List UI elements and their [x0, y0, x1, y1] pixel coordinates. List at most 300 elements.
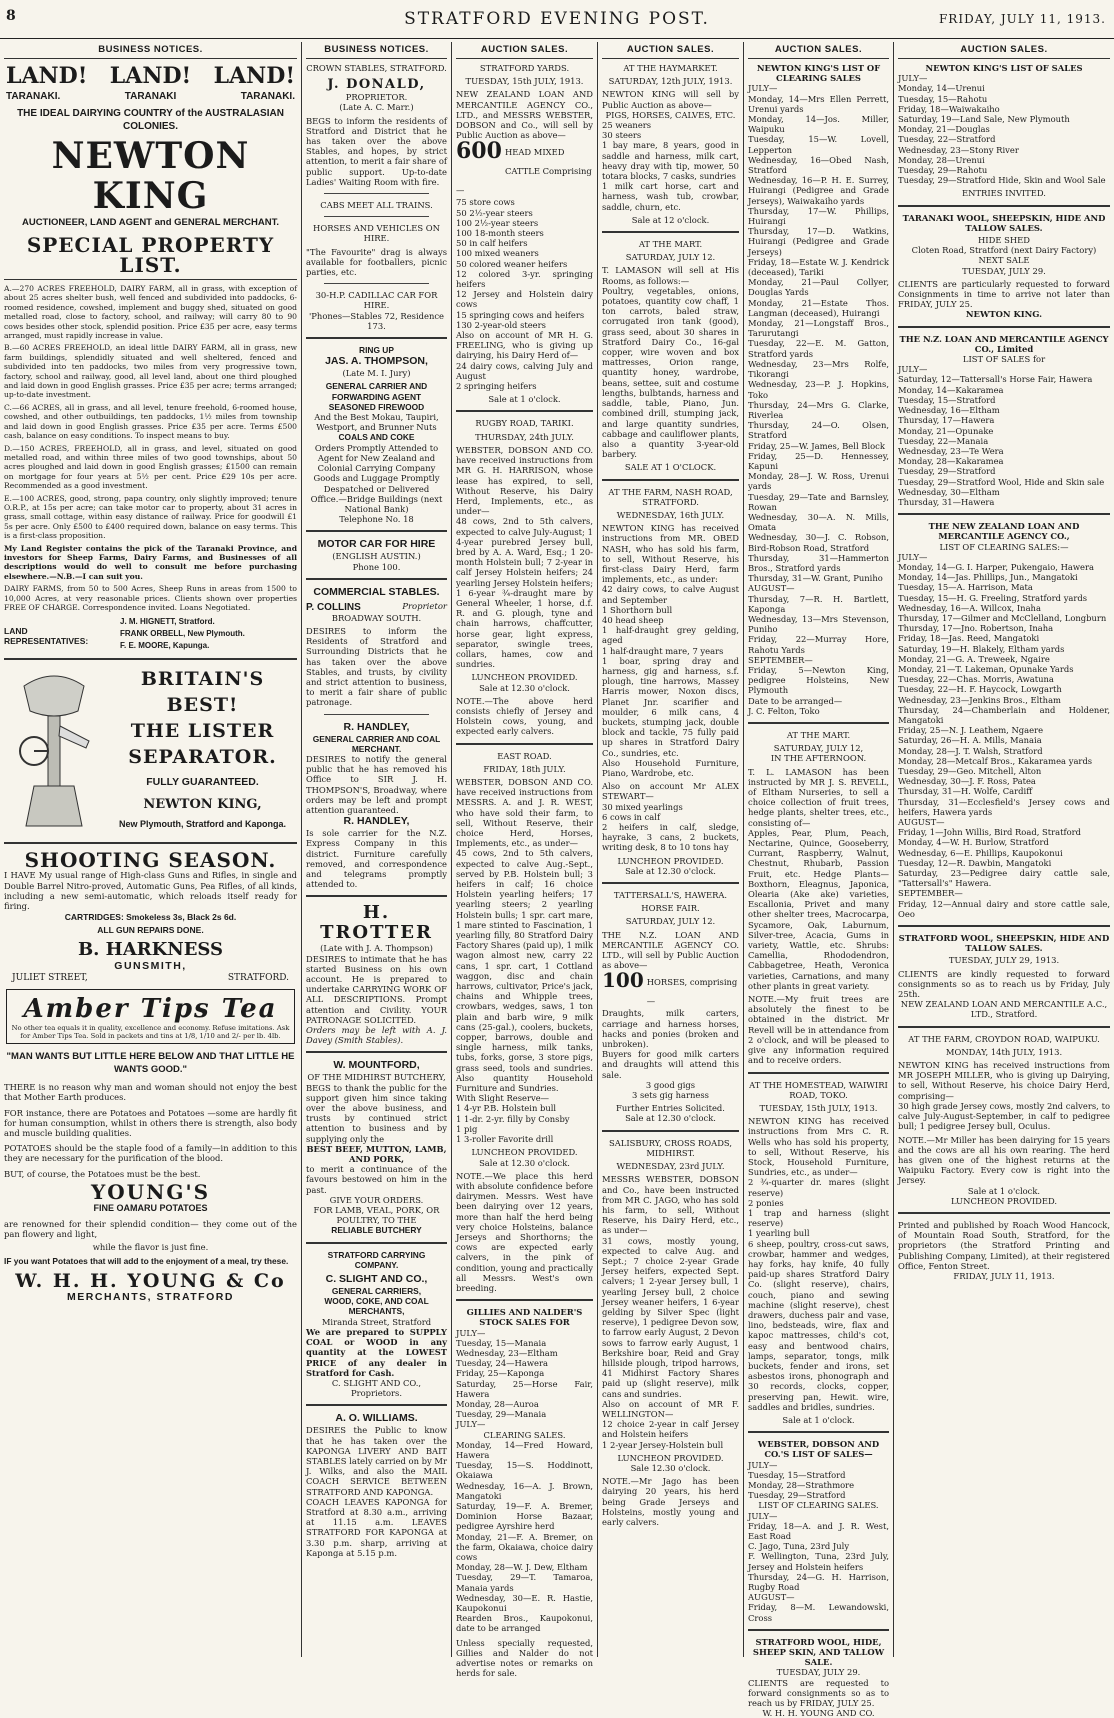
- youngs-heading: YOUNG'S: [90, 1179, 211, 1204]
- sale-item: Thursday, 31—Hawera: [898, 496, 995, 507]
- page-number: 8: [6, 8, 16, 24]
- thompson-name: JAS. A. THOMPSON,: [325, 355, 428, 368]
- guaranteed-line: FULLY GUARANTEED.: [146, 776, 259, 789]
- handley-name: R. HANDLEY,: [343, 720, 410, 733]
- imprint-text: Printed and published by Roach Wood Hancock, of Mountain Road South, Stratford, for the proprietors (the Stratford Printing and Publishing Company, Limited), at their registered Office, Fenton Street.: [898, 1219, 1110, 1271]
- miller-text: NEWTON KING has received instructions from MR JOSEPH MILLER, who is giving up Dairying, to sell, Without Reserve, his choice Dairy Herd, comprising—: [898, 1060, 1110, 1101]
- clearing-sale-item: Monday, 14—Fred Howard, Hawera: [456, 1439, 593, 1460]
- month-label: JULY—: [898, 364, 928, 375]
- stock-sale-item: Monday, 28—Auroa: [456, 1398, 539, 1409]
- ideal-dairying-heading: THE IDEAL DAIRYING COUNTRY of the AUSTRALASIAN COLONIES.: [17, 108, 284, 132]
- reserve-item: 1 4-yr P.B. Holstein bull: [456, 1103, 557, 1114]
- clearing-sale-item: Tuesday, 22—Chas. Morris, Awatuna: [898, 674, 1054, 685]
- cattle-item: 50 2½-year steers: [456, 207, 533, 218]
- clearing-sale-item: Saturday, 26—H. A. Mills, Manaia: [898, 735, 1042, 746]
- rugby-road-heading: RUGBY ROAD, TARIKI.: [475, 418, 574, 429]
- sale-item: Monday, 28—Urenui: [898, 154, 985, 165]
- potatoes-paragraph: FOR instance, there are Potatoes and Potatoes —some are hardly fit for human consumption, whilst in others there is strength, also body and muscle building qualities.: [4, 1107, 297, 1139]
- sale-item: Friday, 18—Waiwakaiho: [898, 103, 1000, 114]
- land-register-note: My Land Register contains the pick of the Taranaki Province, and investors for Sheep Farms, Dairy Farms, and Businesses of all descriptions would do well to consult me before purchasing elsewhere.—N.B.—I can suit you.: [4, 543, 297, 581]
- clearing-sale-item: Tuesday, 15—H. G. Freeling, Stratford yards: [898, 592, 1088, 603]
- young-merchants-line: MERCHANTS, STRATFORD: [67, 1290, 234, 1303]
- lot-item: 30 mixed yearlings: [602, 801, 683, 812]
- britains-heading: BRITAIN'S: [140, 668, 265, 691]
- mountford-name: W. MOUNTFORD,: [333, 1059, 420, 1072]
- representative: F. E. MOORE, Kapunga.: [120, 641, 210, 651]
- sale-item: Wednesday, 23—Te Wera: [898, 445, 1004, 456]
- reliable-butchery-line: RELIABLE BUTCHERY: [331, 1225, 422, 1236]
- firewood-line: SEASONED FIREWOOD: [328, 401, 425, 412]
- clearing-sale-item: Monday, 28—J. T. Walsh, Stratford: [898, 745, 1043, 756]
- cattle-item: 100 2½-year steers: [456, 217, 539, 228]
- potatoes-paragraph: while the flavor is just fine.: [92, 1242, 209, 1253]
- herd-note: NOTE.—We place this herd with absolute confidence before dairymen. Messrs. West have been dairying over 12 years, more than half the herd being very choice Holsteins, balance Jerseys and Shorthorns; the cows are expected early calvers, in the pink of condition, young and practically all Messrs. West's own breeding.: [456, 1170, 593, 1293]
- sale-item: Tuesday, 29—Stratford Wool, Hide and Skin sale: [898, 476, 1105, 487]
- oamaru-potatoes-heading: FINE OAMARU POTATOES: [93, 1202, 208, 1213]
- lot-item: 12 choice 2-year in calf Jersey and Holstein heifers: [602, 1419, 739, 1440]
- newspaper-title: STRATFORD EVENING POST.: [404, 9, 710, 29]
- lot-item: 42 dairy cows, to calve August and September: [602, 584, 739, 605]
- proprietor-label: Proprietor: [402, 601, 447, 612]
- cattle-item: 12 colored 3-yr. springing heifers: [456, 268, 593, 290]
- clearing-sale-item: Tuesday, 29—Geo. Mitchell, Alton: [898, 766, 1042, 776]
- newton-king-name: NEWTON KING,: [143, 797, 262, 813]
- sale-time: Sale at 12.30 o'clock.: [479, 1157, 570, 1168]
- sale-item: Tuesday, 29—Stratford: [748, 1490, 846, 1501]
- lot-item: 1 trap and harness (slight reserve): [748, 1207, 889, 1229]
- clearing-sale-item: Thursday, 17—W. Phillips, Huirangi: [748, 205, 889, 227]
- lot-item: 25 weaners: [602, 120, 652, 131]
- entries-invited-line: ENTRIES INVITED.: [962, 188, 1046, 199]
- best-heading: BEST!: [166, 694, 239, 717]
- broadway-line: BROADWAY SOUTH.: [331, 612, 422, 623]
- nz-loan-signoff: NEW ZEALAND LOAN AND MERCANTILE A.C., LTD., Stratford.: [900, 999, 1108, 1020]
- fruit-trees-note: NOTE.—My fruit trees are absolutely the finest to be obtained in the district. Mr Revell will be in attendance from 2 o'clock, and will be pleased to give any information required and to receive orders.: [748, 994, 889, 1066]
- stock-sale-item: Wednesday, 23—Eltham: [456, 1347, 558, 1358]
- lot-item: 1 yearling bull: [748, 1228, 810, 1239]
- sale-date: SATURDAY, 12th JULY, 1913.: [608, 76, 733, 87]
- lamason-revell-text: T. L. LAMASON has been instructed by MR J. S. REVELL, of Eltham Nurseries, to sell a choice collection of fruit trees, hedge plants, shelter trees, etc., consisting of—: [748, 766, 889, 828]
- draughts-text: Draughts, milk carters, carriage and harness horses, hacks and ponies (broken and unbroken).: [602, 1008, 739, 1050]
- reserve-item: 1 3-roller Favorite drill: [456, 1134, 554, 1145]
- collins-line: [306, 602, 447, 613]
- lister-heading: THE LISTER: [130, 720, 275, 743]
- clients-note: CLIENTS are kindly requested to forward consignments so as to reach us by Friday, July 25th.: [898, 968, 1110, 1000]
- cattle-count: 600: [456, 138, 502, 165]
- telephone-line: Telephone No. 18: [339, 514, 414, 525]
- gillies-note: Unless specially requested, Gillies and Nalder do not advertise notes or remarks on herds for sale.: [456, 1637, 593, 1679]
- newton-king-heading: NEWTON KING: [51, 135, 250, 217]
- cattle-item: 75 store cows: [456, 197, 515, 208]
- clearing-sale-item: Saturday, 19—F. A. Bremer, Dominion Horse Bazaar, pedigree Ayrshire herd: [456, 1501, 593, 1532]
- sale-time: Sale at 12.30 o'clock.: [479, 682, 570, 693]
- lot-item: 1 Shorthorn bull: [602, 604, 673, 615]
- midhirst-butchery-line: OF THE MIDHIRST BUTCHERY,: [307, 1072, 446, 1083]
- lot-item: 1 milk cart horse, cart and harness, wash tub, crowbar, saddle, churn, etc.: [602, 181, 739, 212]
- sale-item: Thursday, 17—Hawera: [898, 415, 995, 426]
- clearing-sale-item: Rearden Bros., Kaupokonui, date to be arranged: [456, 1613, 593, 1634]
- clearing-sale-item: Friday, 22—Murray Hore, Rahotu Yards: [748, 634, 889, 655]
- clearing-sale-item: Monday, 21—Longstaff Bros., Tarurutangi: [748, 318, 889, 339]
- clearing-sale-item: Monday, 21—F. A. Bremer, on the farm, Okaiawa, choice dairy cows: [456, 1531, 593, 1563]
- masthead: [0, 0, 1114, 39]
- trotter-orders: Orders may be left with A. J. Davey (Smith Stables).: [306, 1025, 447, 1046]
- trotter-text: DESIRES to intimate that he has started Business on his own account. He is prepared to undertake CARRYING WORK OF ALL DESCRIPTIONS. Prompt attention and Civility. YOUR PATRONAGE SOLICITED.: [306, 953, 447, 1025]
- best-beef-line: BEST BEEF, MUTTON, LAMB, AND PORK,: [306, 1143, 447, 1165]
- lot-item: 1 half-draught mare, 7 years: [602, 645, 724, 656]
- taranaki-word: TARANAKI.: [6, 91, 61, 102]
- auctioneer-line: AUCTIONEER, LAND AGENT and GENERAL MERCHANT.: [21, 217, 280, 228]
- cattle-item: 12 Jersey and Holstein dairy cows: [456, 289, 593, 310]
- clearing-sale-item: Monday, 21—Estate Thos. Langman (deceased), Huirangi: [748, 297, 889, 318]
- young-company-name: W. H. H. YOUNG & Co: [15, 1269, 286, 1292]
- sale-item: Monday, 21—Opunake: [898, 425, 994, 436]
- stratford-wool-heading: STRATFORD WOOL, HIDE, SHEEP SKIN, AND TALLOW SALE.: [752, 1636, 885, 1668]
- carrying-company-heading: STRATFORD CARRYING COMPANY.: [327, 1249, 426, 1270]
- clearing-sales-heading: CLEARING SALES.: [483, 1429, 566, 1440]
- williams-name: A. O. WILLIAMS.: [335, 1412, 418, 1425]
- column-heading: AUCTION SALES.: [602, 42, 739, 59]
- springing-heifers-item: 2 springing heifers: [456, 381, 537, 392]
- gillies-nalder-heading: GILLIES AND NALDER'S STOCK SALES FOR: [466, 1307, 583, 1328]
- clearing-sale-item: Thursday, 17—D. Watkins, Huirangi (Pedigree and Grade Jerseys): [748, 226, 889, 257]
- clearing-sale-item: Friday, 5—Newton King, pedigree Holsteins, New Plymouth: [748, 664, 889, 696]
- clearing-sale-item: Thursday, 17—Jno. Robertson, Inaha: [898, 623, 1054, 634]
- cattle-item: 15 springing cows and heifers: [456, 309, 585, 320]
- tattersalls-heading: TATTERSALL'S, HAWERA.: [613, 890, 728, 901]
- luncheon-line: LUNCHEON PROVIDED.: [471, 672, 578, 683]
- column-business-notices-1: [0, 42, 302, 1657]
- sale-item: Tuesday, 15—Rahotu: [898, 93, 988, 104]
- lot-item: 1 2-year Jersey-Holstein bull: [602, 1439, 724, 1450]
- land-banner: [4, 63, 297, 89]
- horse-fair-heading: HORSE FAIR.: [641, 903, 700, 914]
- luncheon-line: LUNCHEON PROVIDED.: [950, 1195, 1058, 1206]
- lot-item: 30 steers: [602, 130, 642, 141]
- stock-sale-item: Friday, 25—Kaponga: [456, 1368, 545, 1379]
- sale-item: Monday, 14—Urenui: [898, 83, 985, 94]
- next-sale-line: NEXT SALE: [978, 255, 1030, 266]
- cattle-item: 50 colored weaner heifers: [456, 258, 568, 269]
- property-listing: D.—150 ACRES, FREEHOLD, all in grass, and level, situated on good metalled road, and within three miles of two good townships, about 50 acres ploughed and laid down in good English grasses; £1500 can remain on mortgage for four years at 5½ per cent. Price £29 10s per acre. Recommended as a good investment.: [4, 443, 297, 491]
- nash-road-heading: AT THE FARM, NASH ROAD, STRATFORD.: [608, 486, 733, 507]
- taranaki-word: TARANAKI: [124, 91, 177, 102]
- representative: J. M. HIGNETT, Stratford.: [120, 617, 215, 627]
- column-heading: AUCTION SALES.: [898, 42, 1110, 59]
- taranaki-word: TARANAKI.: [240, 91, 295, 102]
- clearing-sale-item: Friday, 12—Annual dairy and store cattle sale, Oeo: [898, 898, 1110, 919]
- buyers-text: Buyers for good milk carters and draughts will attend this sale.: [602, 1049, 739, 1080]
- clearing-sale-item: Tuesday, 15—W. Lovell, Lepperton: [748, 134, 889, 155]
- date-arranged-label: Date to be arranged—: [748, 695, 843, 706]
- stratford-wool-heading: STRATFORD WOOL, SHEEPSKIN, HIDE AND TALLOW SALES.: [898, 933, 1110, 954]
- imprint-date: FRIDAY, JULY 11, 1913.: [953, 1270, 1055, 1281]
- clearing-sale-item: Tuesday, 15—S. Hoddinott, Okaiawa: [456, 1460, 593, 1481]
- slight-signoff: C. SLIGHT AND CO., Proprietors.: [331, 1377, 422, 1399]
- column-heading: BUSINESS NOTICES.: [4, 42, 297, 59]
- reserve-item: 1 pig: [456, 1123, 478, 1134]
- clearing-sale-item: F. Wellington, Tuna, 23rd July, Jersey and Holstein heifers: [748, 1551, 889, 1572]
- miranda-street-line: Miranda Street, Stratford: [321, 1316, 432, 1327]
- give-orders-line: GIVE YOUR ORDERS.: [329, 1194, 424, 1205]
- sale-time: Sale 12.30 o'clock.: [630, 1462, 711, 1473]
- clearing-sale-item: Friday, 25—D. Hennessey, Kapuni: [748, 450, 889, 471]
- clearing-sale-item: Tuesday, 12—R. Dawbin, Mangatoki: [898, 857, 1052, 868]
- clearing-sale-item: Monday, 14—Jas. Phillips, Jun., Mangatoki: [898, 572, 1078, 583]
- cattle-item: 100 18-month steers: [456, 228, 544, 239]
- gun-repairs-line: ALL GUN REPAIRS DONE.: [97, 925, 204, 936]
- clearing-sale-item: Saturday, 23—Pedigree dairy cattle sale, "Tattersall's" Hawera.: [898, 868, 1110, 889]
- newton-king-text: NEWTON KING will sell by Public Auction as above—: [602, 89, 739, 110]
- clients-note: CLIENTS are particularly requested to forward Consignments in time to arrive not later than FRIDAY, JULY 25.: [898, 278, 1110, 310]
- dairy-cows-item: 24 dairy cows, calving July and August: [456, 360, 593, 381]
- webster-harrison-text: WEBSTER, DOBSON AND CO. have received instructions from MR G. H. HARRISON, whose lease has expired, to sell, Without Reserve, his Dairy Herd, Implements, etc., as under—: [456, 444, 593, 517]
- lot-item: 3 sets gig harness: [632, 1090, 709, 1101]
- sale-time: Sale at 12.30 o'clock.: [625, 865, 716, 876]
- clearing-sale-item: Wednesday, 16—Obed Nash, Stratford: [748, 154, 889, 176]
- sale-time: Sale at 1 o'clock.: [967, 1185, 1041, 1196]
- lamason-text: T. LAMASON will sell at His Rooms, as follows:—: [602, 265, 739, 286]
- sale-date: TUESDAY, JULY 29, 1913.: [948, 955, 1060, 966]
- collins-name: P. COLLINS: [306, 601, 361, 613]
- lot-item: 2 ¾-quarter dr. mares (slight reserve): [748, 1177, 889, 1198]
- land-word: LAND!: [109, 63, 192, 89]
- late-note: (Late with J. A. Thompson): [320, 943, 433, 954]
- land-word: LAND!: [6, 63, 88, 89]
- amber-tips-tea-logo: Amber Tips Tea: [23, 994, 278, 1025]
- wood-coke-coal-line: WOOD, COKE, AND COAL MERCHANTS,: [324, 1296, 429, 1317]
- stock-sale-item: Tuesday, 24—Hawera: [456, 1358, 548, 1369]
- mart-heading: AT THE MART.: [786, 730, 851, 740]
- nz-loan-heading: THE N.Z. LOAN AND MERCANTILE AGENCY CO., Limited: [899, 333, 1109, 354]
- clearing-sale-item: Monday, 28—J. W. Ross, Urenui yards: [748, 471, 889, 492]
- land-word: LAND!: [213, 63, 295, 89]
- lister-separator-ad: [4, 666, 297, 836]
- potatoes-paragraph: THERE is no reason why man and woman should not enjoy the best that Mother Earth produces.: [4, 1082, 297, 1103]
- coal-line: And the Best Mokau, Taupiri, Westport, and Brunner Nuts: [314, 412, 439, 433]
- luncheon-line: LUNCHEON PROVIDED.: [617, 855, 724, 866]
- agent-line: Agent for New Zealand and Colonial Carrying Company: [317, 452, 436, 474]
- potatoes-paragraph: are renowned for their splendid condition— they come out of the pan flowery and light,: [4, 1218, 297, 1240]
- sale-date: WEDNESDAY, 16th JULY.: [616, 509, 725, 520]
- mart-heading: AT THE MART.: [638, 239, 703, 250]
- cattle-item: 100 mixed weaners: [456, 248, 539, 259]
- cartridges-line: CARTRIDGES: Smokeless 3s, Black 2s 6d.: [64, 912, 237, 923]
- clearing-sale-item: Wednesday, 23—Mrs Rolfe, Tikorangi: [748, 358, 889, 380]
- clearing-sale-item: Wednesday, 16—A. Willcox, Inaha: [898, 602, 1041, 613]
- fruit-trees-list: Apples, Pear, Plum, Peach, Nectarine, Quince, Gooseberry, Currant, Raspberry, Walnut, Chestnut, Rhubarb, Passion Fruit, etc. Hedge Plants—Boxthorn, Eleagnus, Japonica, Olearia (Ake ake) varieties, Escallonia, Privet and many other shelter trees, Macrocarpa, Sycamore, Oak, Laburnum, Silver-tree, Acacia, Gums in variety, Wattle, etc. Shrubs: Camellia, Rhododendron, Cabbagetree, Heath, Veronica varieties, Carnations, and many other plants in great variety.: [748, 827, 889, 991]
- office-line: Office.—Bridge Buildings (next National Bank): [310, 493, 443, 514]
- clearing-sale-item: Thursday, 24—O. Olsen, Stratford: [748, 420, 889, 441]
- sale-item: Wednesday, 16—Eltham: [898, 405, 1000, 416]
- column-auction-sales-4: [894, 42, 1114, 1657]
- lot-item: 6 sheep, poultry, cross-cut saws, crowbar, hammer and wedges, hay forks, hay knife, 40 fully paid-up shares Stratford Dairy Co. (slight reserve), chairs, couch, piano and sewing machine (slight reserve), chest drawers, duchess pair and vase, lino, bedsteads, wire, flax and kapoc mattresses, child's cot, easy and bentwood chairs, lamps, separator, tongs, milk buckets, fender and irons, set asbestos irons, phonograph and 30 records, clocks, copper, preserving pan, Hewit. wire, saddles and bridles, sundries.: [748, 1238, 889, 1412]
- mountford-text: BEGS to thank the public for the support given him since taking over the above business, and trusts by continued strict attention to business and by supplying only the: [306, 1082, 447, 1144]
- mart-items-list: Poultry, vegetables, onions, potatoes, quantity cow chaff, 1 ton carrots, baled straw, corrugated iron tank (good), grass seed, about 30 shares in Stratford Dairy Co., 16-gal copper, wire woven and box mattresses, Orion range, quantity honey, wardrobe, beans, settee, suit and costume lengths, bulbtands, harness and saddle, table, Piano, Jun. combined drill, stumping jack, and large quantity sundries, cabbage and cauliflower plants, also a quantity 3-year-old barbery.: [602, 285, 739, 460]
- clearing-sale-item: Monday, 21—Paul Collyer, Douglas Yards: [748, 277, 889, 298]
- luncheon-line: LUNCHEON PROVIDED.: [471, 1147, 578, 1158]
- nz-loan-text: THE N.Z. LOAN AND MERCANTILE AGENCY CO. LTD., will sell by Public Auction as above—: [602, 929, 739, 971]
- homestead-heading: AT THE HOMESTEAD, WAIWIRI ROAD, TOKO.: [749, 1079, 888, 1100]
- clearing-sale-item: Thursday, 31—Hammerton Bros., Stratford yards: [748, 552, 889, 573]
- clearing-sale-item: Monday, 14—G. I. Harper, Pukengaio, Hawera: [898, 561, 1094, 572]
- taranaki-wool-heading: TARANAKI WOOL, SHEEPSKIN, HIDE AND TALLOW SALES.: [902, 212, 1106, 233]
- lot-item: 3 good gigs: [645, 1079, 696, 1090]
- clearing-sale-item: Tuesday, 29—T. Tamaroa, Manaia yards: [456, 1572, 593, 1593]
- clearing-sale-item: Thursday, 31—Ecclesfield's Jersey cows and heifers, Hawera yards: [898, 796, 1110, 817]
- sale-time: Sale at 1 o'clock.: [782, 1415, 855, 1425]
- handley-text: DESIRES to notify the general public that he has removed his Office to SIR J. H. THOMPSON'S, Broadway, where orders may be left and prompt attention guaranteed.: [306, 753, 447, 815]
- month-label: SEPTEMBER—: [898, 888, 963, 899]
- sale-item: Tuesday, 29—Rahotu: [898, 165, 988, 176]
- representatives-label: LAND REPRESENTATIVES:: [4, 626, 89, 647]
- sale-date: SATURDAY, JULY 12.: [625, 916, 716, 927]
- month-label: JULY—: [456, 1327, 486, 1338]
- clearing-sale-item: Monday, 28—Metcalf Bros., Kakaramea yards: [898, 755, 1093, 766]
- lot-item: 1 half-draught grey gelding, aged: [602, 625, 739, 646]
- cattle-item: 130 2-year-old steers: [456, 319, 546, 330]
- clearing-sale-item: Wednesday, 23—P. J. Hopkins, Toko: [748, 379, 889, 400]
- newton-king-clearing-heading: NEWTON KING'S LIST OF CLEARING SALES: [756, 63, 881, 84]
- clearing-sale-item: Thursday, 7—R. H. Bartlett, Kaponga: [748, 593, 889, 614]
- wellington-account-line: Also on account of MR F. WELLINGTON—: [602, 1398, 739, 1419]
- sale-item: Tuesday, 22—Stratford: [898, 134, 996, 145]
- taranaki-banner: [4, 89, 297, 104]
- month-label: AUGUST—: [898, 817, 945, 828]
- lot-item: 1 bay mare, 8 years, good in saddle and harness, milk cart, heavy dray with tip, mower, 50 totara blocks, 7 casks, sundries: [602, 140, 739, 182]
- address-street: JULIET STREET,: [12, 973, 88, 984]
- east-road-heading: EAST ROAD.: [497, 750, 552, 761]
- slight-reserve-line: With Slight Reserve—: [456, 1093, 550, 1104]
- issue-date: FRIDAY, JULY 11, 1913.: [938, 12, 1106, 26]
- sale-item: Wednesday, 30—Eltham: [898, 486, 1000, 497]
- miller-note: NOTE.—Mr Miller has been dairying for 15 years and the cows are all his own rearing. The herd has given one of the highest returns at the Waipuku Factory. Every cow is right into the Jersey.: [898, 1134, 1110, 1186]
- phones-line: 'Phones—Stables 72, Residence 173.: [308, 310, 445, 331]
- lot-item: 2 ponies: [748, 1197, 784, 1208]
- slight-name: C. SLIGHT AND CO.,: [325, 1273, 428, 1286]
- newton-king-sales-heading: NEWTON KING'S LIST OF SALES: [925, 63, 1083, 73]
- column-auction-sales-1: [452, 42, 598, 1679]
- property-listing: A.—270 ACRES FREEHOLD, DAIRY FARM, all in grass, with exception of about 25 acres shelter bush, well fenced and subdivided into paddocks, 6-roomed residence, cowshed, implement and buggy shed, situated on good metalled road, close to factory, school, and railway; will carry 80 to 90 cows besides other stock, splendid position. Price £35 per acre, easy terms arranged, must rapidly increase in value.: [4, 284, 297, 341]
- clearing-sale-item: Thursday, 31—W. Grant, Puniho: [748, 573, 883, 584]
- lot-item: Also Household Furniture, Piano, Wardrobe, etc.: [602, 757, 739, 778]
- potatoes-paragraph: BUT, of course, the Potatoes must be the best.: [4, 1168, 201, 1179]
- property-listing: C.—66 ACRES, all in grass, and all level, tenure freehold, 6-roomed house, cowshed, and other outbuildings, ten paddocks, 1½ miles from township and laid down in good English grasses. Price £35 per acre. Terms £500 cash, balance on easy conditions. To inspect means to buy.: [4, 402, 297, 441]
- sale-item: Monday, 28—Kakaramea: [898, 456, 1004, 467]
- sale-item: Tuesday, 29—Stratford: [898, 466, 996, 477]
- clearing-sale-item: Tuesday, 29—Tate and Barnsley, Rowan: [748, 491, 889, 512]
- sale-date: WEDNESDAY, 23rd JULY.: [616, 1161, 725, 1172]
- afternoon-line: IN THE AFTERNOON.: [770, 753, 867, 764]
- month-label: JULY—: [748, 83, 778, 94]
- late-note: (Late A. C. Marr.): [339, 102, 414, 113]
- hide-shed-line: HIDE SHED: [978, 235, 1030, 246]
- west-herd-list: 45 cows, 2nd to 5th calvers, expected to calve Aug.-Sept., served by P.B. Holstein bull; 3 heifers in calf; 16 choice Holstein yearling heifers; 17 yearling steers; 2 yearling Holstein bulls; 1 spr. cart mare, 1 mare stinted to Fascination, 1 yearling filly, 80 Stratford Dairy Factory Shares (paid up), 1 milk wagon almost new, carry 22 cans, 1 spr. cart, 1 Cottland waggon, disc and chain harrows, cultivator, Price's jack, chains and Whipple trees, crowbars, wedges, saws, 1 ton plain and barb wire, 9 milk cans (25-gal.), coolers, buckets, copper, barrows, double and single harness, milk tanks, tubs, forks, gorse, 3 store pigs, grass seed, tools and sundries. Also quantity Household Furniture and Sundries.: [456, 848, 593, 1094]
- crown-stables-text: BEGS to inform the residents of Stratford and District that he has taken over the above Stables, and hopes, by strict attention, to merit a fair share of public support. Up-to-date Ladies' Waiting Room with fire.: [306, 115, 447, 187]
- wells-text: NEWTON KING has received instructions from Mrs C. R. Wells who has sold his property, to sell, Without Reserve, his Stock, Household Furniture, Sundries, etc., as under—: [748, 1116, 889, 1178]
- gunsmith-line: GUNSMITH,: [114, 960, 187, 973]
- address-town: STRATFORD.: [227, 973, 289, 984]
- webster-west-text: WEBSTER, DOBSON AND CO. have received instructions from MESSRS. A. and J. R. WEST, who have sold their farm, to sell, Without Reserve, their choice Herd, Horses, Implements, etc., as under—: [456, 776, 593, 849]
- amber-tips-tea-ad: [6, 989, 295, 1044]
- sale-time: Sale at 12.30 o'clock.: [625, 1113, 716, 1124]
- shooting-season-text: I HAVE My usual range of High-class Guns and Rifles, in single and Double Barrel Nitro-proved, Automatic Guns, Pea Rifles, of all kinds, including a new semi-automatic, which reloads itself ready for firing.: [4, 870, 297, 912]
- potatoes-paragraph: IF you want Potatoes that will add to the enjoyment of a meal, try these.: [4, 1256, 289, 1267]
- clearing-sale-item: Thursday, 17—Gilmer and McClelland, Longburn: [898, 612, 1107, 623]
- clearing-sale-item: C. Jago, Tuna, 23rd July: [748, 1541, 850, 1552]
- cadillac-line: 30-H.P. CADILLAC CAR FOR HIRE.: [315, 290, 438, 311]
- sale-item: Saturday, 12—Tattersall's Horse Fair, Hawera: [898, 374, 1093, 385]
- sale-date: MONDAY, 14th JULY, 1913.: [945, 1046, 1063, 1057]
- clearing-sale-item: Monday, 4—W. H. Burlow, Stratford: [898, 837, 1049, 848]
- coach-times-text: COACH LEAVES KAPONGA for Stratford at 8.30 a.m., arriving at 11.15 a.m. LEAVES STRATFORD FOR KAPONGA at 3.30 p.m. sharp, arriving at Kaponga at 5.15 p.m.: [306, 1496, 447, 1558]
- ring-up-line: RING UP: [359, 345, 394, 356]
- harkness-name: B. HARKNESS: [77, 939, 224, 961]
- column-heading: AUCTION SALES.: [456, 42, 593, 59]
- clearing-sale-item: Saturday, 19—H. Blakely, Eltham yards: [898, 643, 1065, 654]
- sale-date: SATURDAY, JULY 12.: [625, 252, 716, 263]
- donald-name: J. DONALD,: [327, 77, 426, 93]
- newton-king-signoff: NEWTON KING.: [965, 309, 1043, 320]
- property-listing: E.—100 ACRES, good, strong, papa country, only slightly improved; tenure O.R.P., at 15s per acre; can take motor car to property, about 31 acres in grass, small cottage, within easy distance of railway. Price for goodwill £1 5s per acre. Only £500 to £400 required down, balance on easy terms. This is a first-class proposition.: [4, 493, 297, 541]
- lot-item: 1 boar, spring dray and harness, gig and harness, s.f. plough, tine harrows, Massey Harris mower, Noxon discs, Planet Jnr. scarifier and moulder, 6 milk cans, 4 buckets, stumping jack, double block and tackle, 75 fully paid up shares in Stratford Dairy Co., sundries, etc.: [602, 655, 739, 758]
- general-carrier-line: GENERAL CARRIER AND FORWARDING AGENT: [325, 381, 428, 402]
- trotter-name: H. TROTTER: [320, 902, 433, 944]
- sale-date: TUESDAY, JULY 29.: [962, 265, 1046, 276]
- general-carrier-line: GENERAL CARRIER AND COAL MERCHANT.: [312, 733, 441, 754]
- luncheon-line: LUNCHEON PROVIDED.: [617, 1452, 724, 1463]
- clearing-sale-item: Friday, 18—Jas. Reed, Mangatoki: [898, 633, 1040, 644]
- harrison-herd-list: 48 cows, 2nd to 5th calvers, expected to calve July-August; 1 4-year purebred Jersey bull, bred by A. A. Ward, Esq.; 1 20-month Holstein bull; 7 2-year in calf Jersey Holstein heifers; 24 yearling Jersey Holstein heifers; 1 6-year ¾-draught mare by General Wheeler, 1 horse, d.f. R. and G. plough, tyne and chain harrows, chaffcutter, horse gear, light express, separator, swingle trees, collars, hames, cow and sundries.: [456, 516, 594, 670]
- separator-heading: SEPARATOR.: [128, 746, 277, 769]
- sale-item: Tuesday, 29—Stratford Hide, Skin and Wool Sale: [898, 175, 1106, 186]
- sale-item: Tuesday, 22—Manaia: [898, 435, 989, 446]
- horses-heading: HORSES, comprising—: [646, 977, 738, 1007]
- month-label: JULY—: [456, 1419, 486, 1430]
- nash-text: NEWTON KING has received instructions from MR. OBED NASH, who has sold his farm, to sell, Without Reserve, his first-class Dairy Herd, farm implements, etc., as under:: [602, 523, 739, 585]
- clearing-sale-item: Thursday, 24—G. H. Harrison, Rugby Road: [748, 1571, 889, 1593]
- croydon-road-heading: AT THE FARM, CROYDON ROAD, WAIPUKU.: [908, 1033, 1100, 1044]
- sale-date: TUESDAY, JULY 29.: [776, 1667, 861, 1678]
- clients-note: CLIENTS are requested to forward consignments so as to reach us by FRIDAY, JULY 25.: [748, 1677, 889, 1709]
- sale-item: Monday, 21—Douglas: [898, 124, 990, 135]
- column-business-notices-2: [302, 42, 452, 1657]
- clearing-sales-heading: LIST OF CLEARING SALES.: [758, 1500, 879, 1511]
- handley-name: R. HANDLEY,: [343, 815, 410, 828]
- stewart-account-line: Also on account Mr ALEX STEWART—: [602, 781, 739, 802]
- sale-date: SATURDAY, JULY 12,: [773, 743, 864, 754]
- motor-car-heading: MOTOR CAR FOR HIRE: [317, 538, 436, 551]
- williams-text: DESIRES the Public to know that he has taken over the KAPONGA LIVERY AND BAIT STABLES lately carried on by Mr J. Wilks, and also the MAIL COACH SERVICE BETWEEN STRATFORD AND KAPONGA.: [306, 1425, 447, 1497]
- austin-line: (ENGLISH AUSTIN.): [332, 551, 421, 562]
- reserve-item: 1 1-dr. 2-yr. filly by Consby: [456, 1113, 570, 1124]
- month-label: JULY—: [898, 551, 928, 562]
- crown-stables-heading: CROWN STABLES, STRATFORD.: [306, 63, 447, 73]
- sale-time: Sale at 1 o'clock.: [488, 394, 561, 405]
- man-wants-heading: "MAN WANTS BUT LITTLE HERE BELOW AND THAT LITTLE HE WANTS GOOD.": [6, 1051, 295, 1076]
- month-label: AUGUST—: [748, 1592, 795, 1603]
- horse-count: 100: [602, 968, 644, 993]
- clearing-sale-item: Wednesday, 23—Jenkins Bros., Eltham: [898, 694, 1062, 705]
- sale-item: Monday, 28—Strathmore: [748, 1480, 855, 1491]
- month-label: JULY—: [898, 73, 928, 84]
- stock-sale-item: Tuesday, 29—Manaia: [456, 1409, 547, 1420]
- sale-item: Saturday, 19—Land Sale, New Plymouth: [898, 114, 1070, 125]
- commercial-stables-heading: COMMERCIAL STABLES.: [313, 585, 440, 598]
- sale-item: Tuesday, 15—Stratford: [748, 1469, 846, 1480]
- clearing-sale-item: Wednesday, 16—P. H. E. Surrey, Huirangi (Pedigree and Grade Jerseys), Waiwakaiho yards: [748, 175, 889, 206]
- phone-line: Phone 100.: [352, 561, 401, 572]
